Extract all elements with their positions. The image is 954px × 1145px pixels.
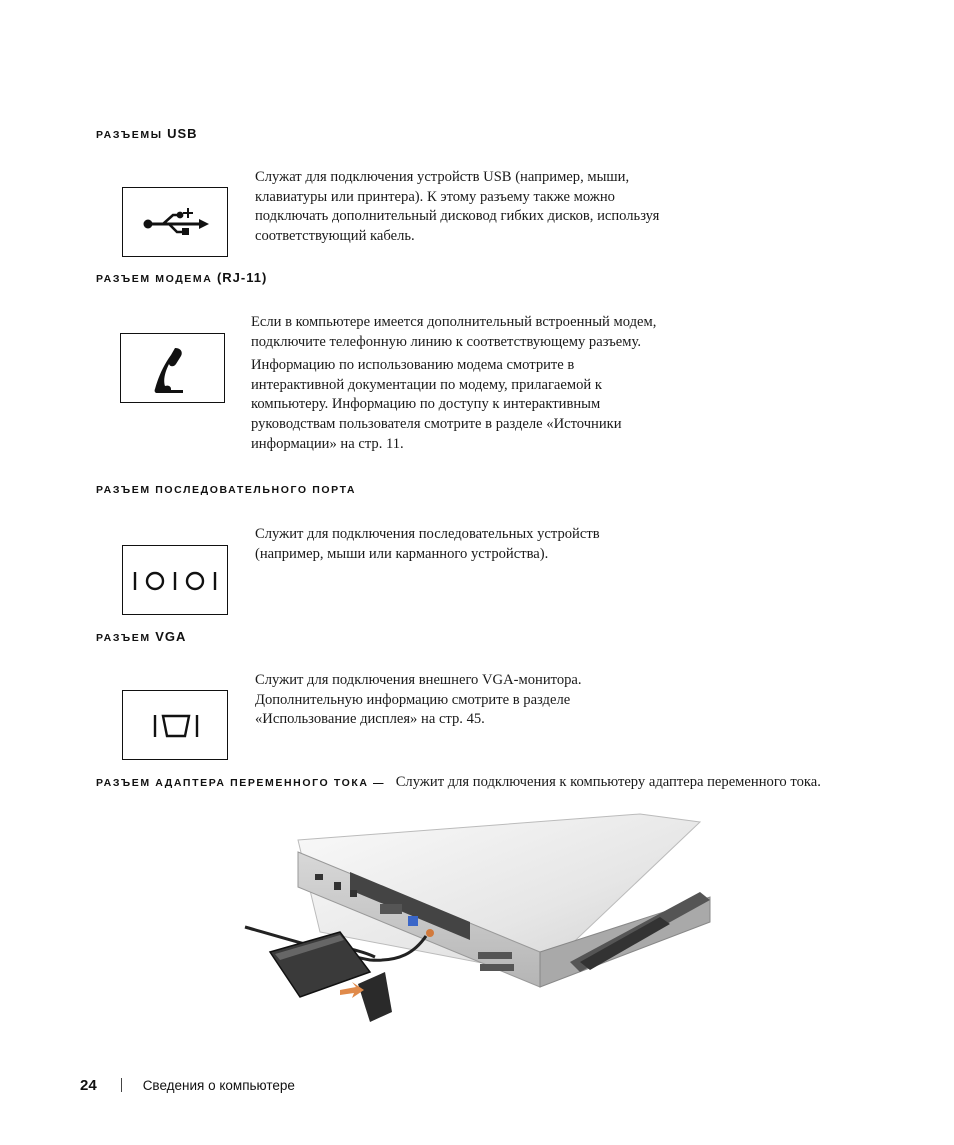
- serial-icon-box: [122, 545, 228, 615]
- ac-heading: РАЗЪЕМ АДАПТЕРА ПЕРЕМЕННОГО ТОКА — Служит для подключения к компьютеру адаптера переменного тока.: [96, 774, 821, 790]
- usb-heading: РАЗЪЕМЫ USB: [96, 126, 198, 141]
- vga-heading: РАЗЪЕМ VGA: [96, 629, 187, 644]
- laptop-ac-adapter-illustration: [240, 812, 720, 1032]
- usb-description: Служат для подключения устройств USB (например, мыши, клавиатуры или принтера). К этому разъему также можно подключать дополнительный дисковод гибких дисков, используя соответствующий кабель.: [255, 169, 660, 244]
- page-number: 24: [80, 1077, 97, 1094]
- serial-description: Служит для подключения последовательных устройств (например, мыши или карманного устройства).: [255, 526, 600, 562]
- footer-title: Сведения о компьютере: [142, 1078, 295, 1093]
- modem-heading: РАЗЪЕМ МОДЕМА (RJ-11): [96, 270, 268, 285]
- serial-heading: РАЗЪЕМ ПОСЛЕДОВАТЕЛЬНОГО ПОРТА: [96, 484, 357, 496]
- modem-description: Если в компьютере имеется дополнительный встроенный модем, подключите телефонную линию к соответствующему разъему. Информацию по использованию модема смотрите в интерактивной документации по модему, прилагаемой к компьютеру. Информацию по доступу к интерактивным руководствам пользователя смотрите в разделе «Источники информации» на стр. 11.: [251, 314, 657, 452]
- modem-icon-box: [120, 333, 225, 403]
- serial-port-icon: [123, 546, 229, 616]
- usb-icon-box: [122, 187, 228, 257]
- phone-icon: [121, 334, 226, 404]
- vga-icon-box: [122, 690, 228, 760]
- usb-icon: [123, 188, 229, 258]
- ac-description: Служит для подключения к компьютеру адаптера переменного тока.: [395, 774, 821, 790]
- footer-divider: [121, 1078, 122, 1092]
- vga-port-icon: [123, 691, 229, 761]
- vga-description: Служит для подключения внешнего VGA-монитора. Дополнительную информацию смотрите в разделе «Использование дисплея» на стр. 45.: [255, 672, 582, 728]
- page-footer: [80, 1077, 295, 1094]
